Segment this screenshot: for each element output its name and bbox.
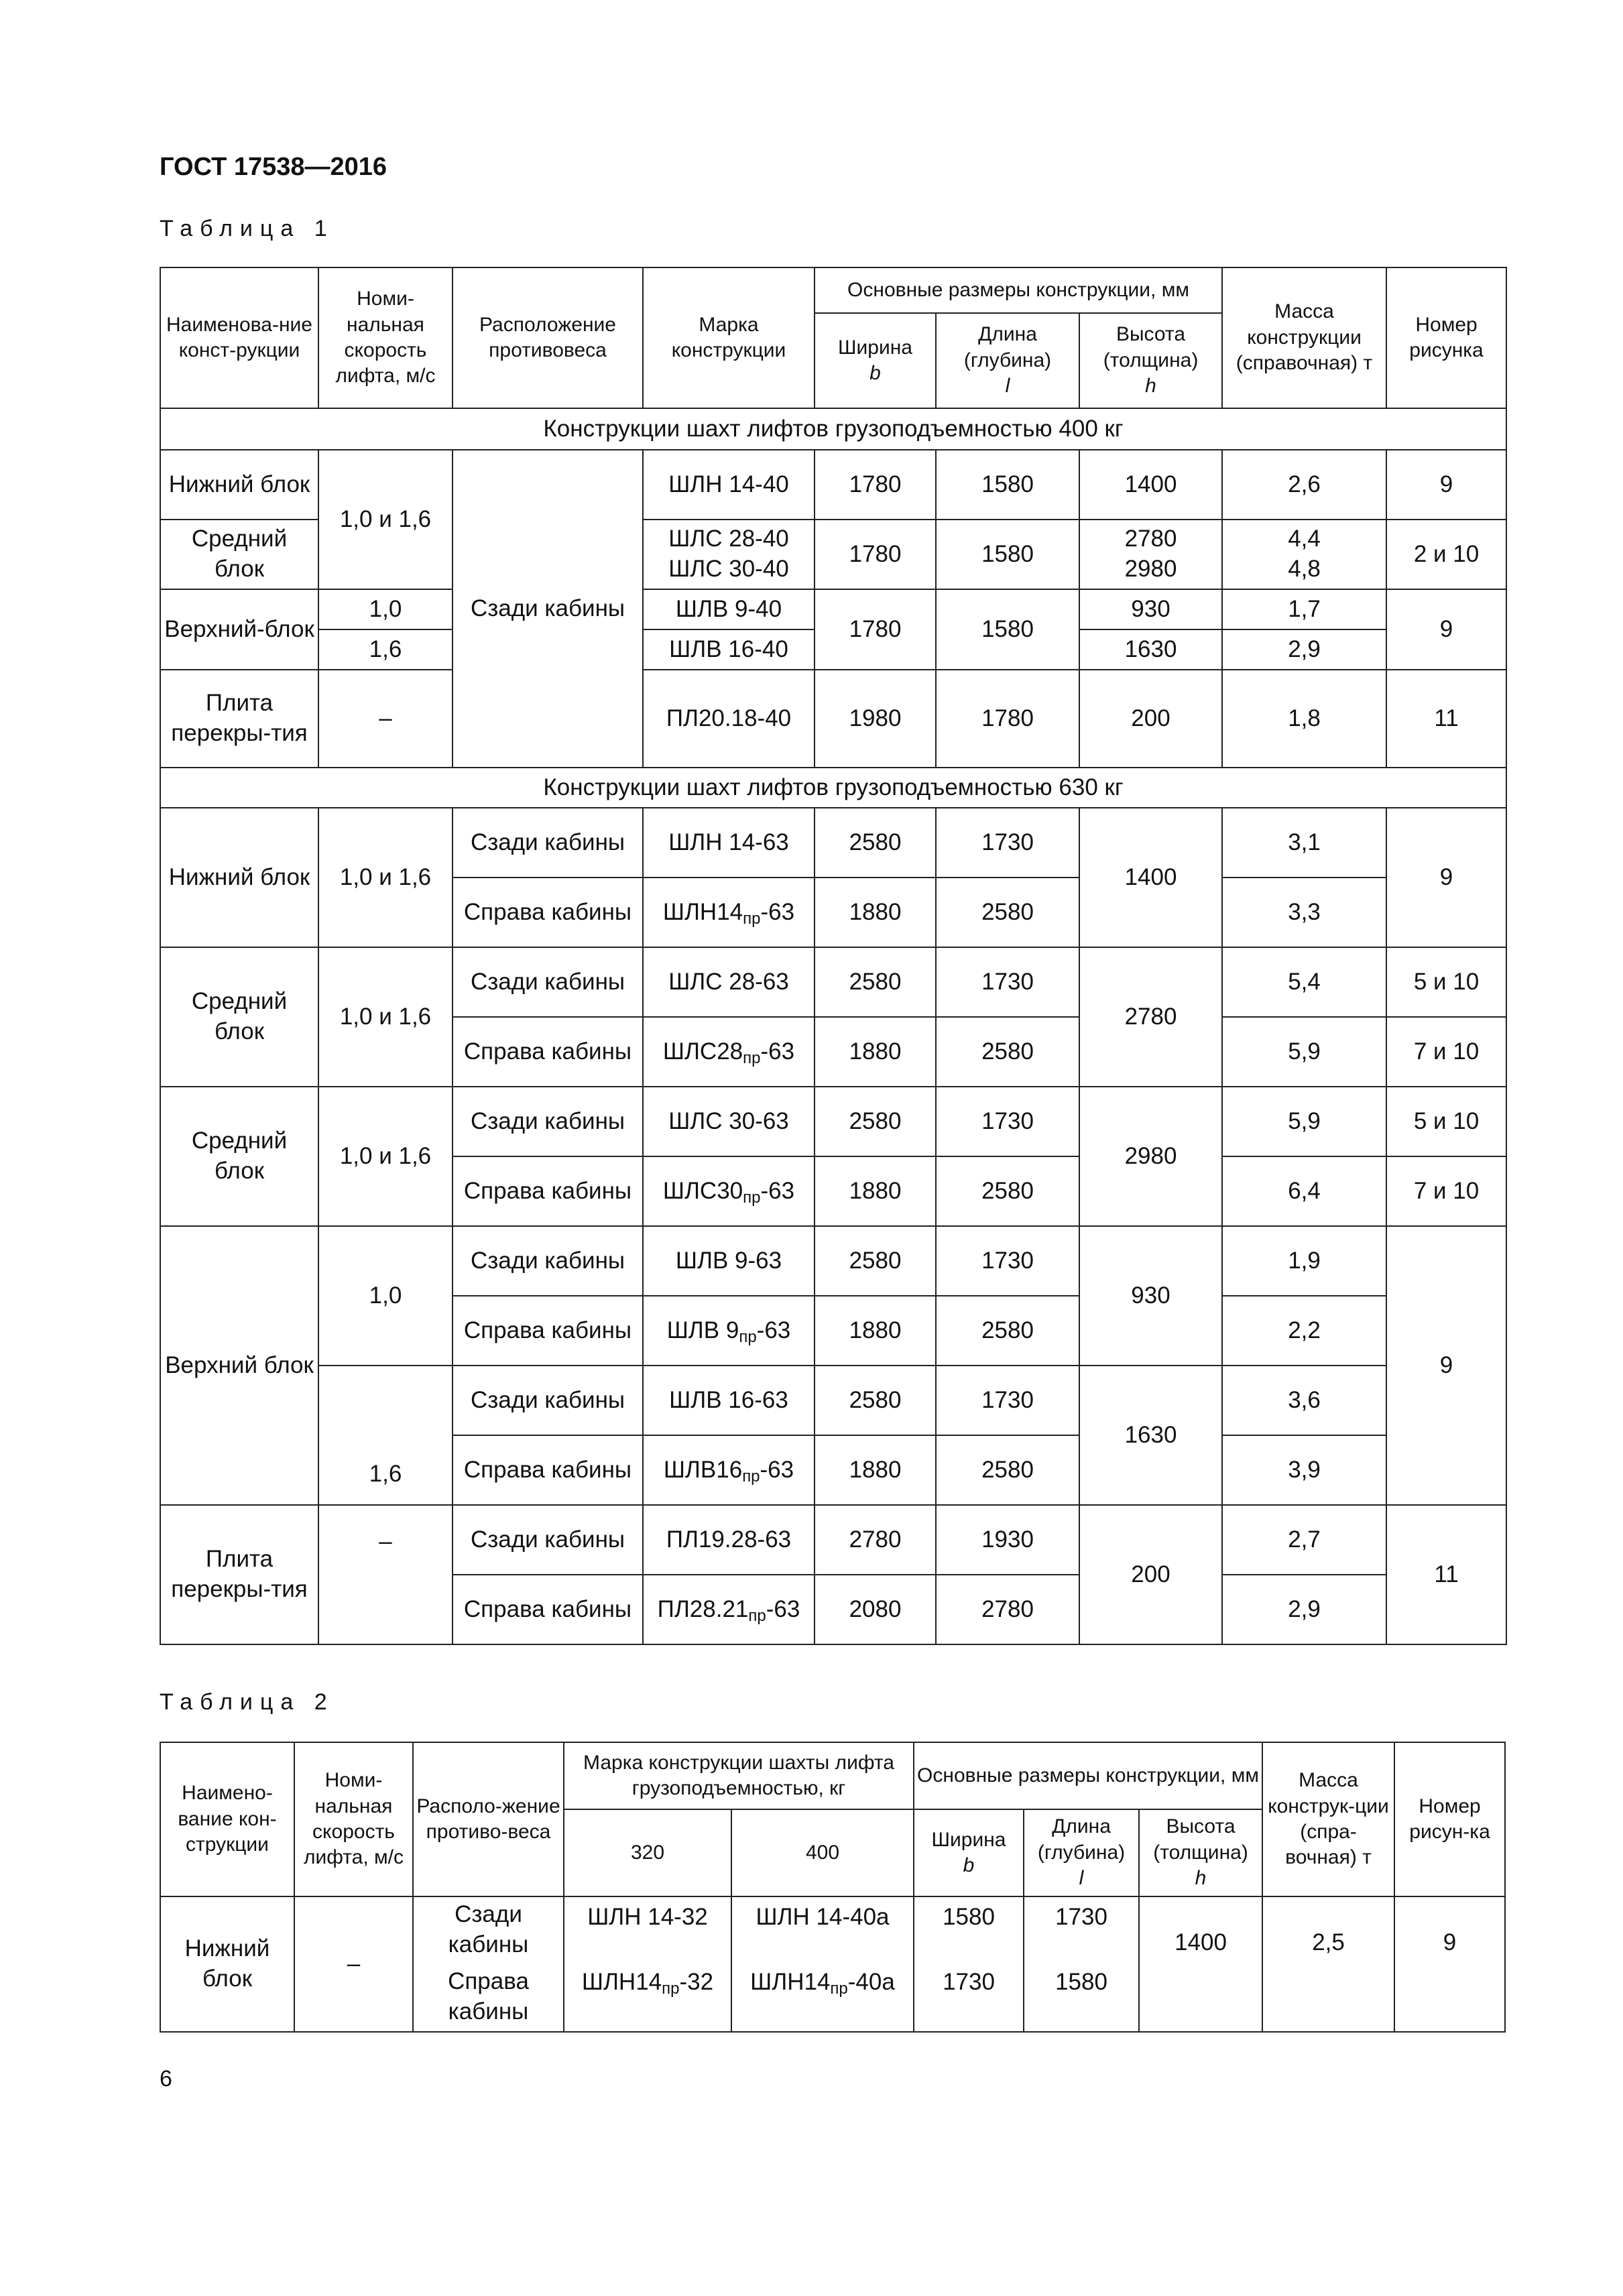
t1-630-g4c-mark: ШЛВ 16-63: [643, 1366, 815, 1435]
t2-row-counterweight-b: Справа кабины: [413, 1962, 564, 2032]
t1-630-g4b-counterweight: Справа кабины: [453, 1296, 643, 1366]
t1-630-g5b-mass: 2,9: [1222, 1575, 1386, 1644]
t1-630-g3a-length: 1730: [936, 1087, 1079, 1156]
t1-400-r2-name: Средний блок: [160, 520, 318, 589]
t1-400-r3-length: 1580: [936, 589, 1079, 670]
t1-400-r3-mark-b: ШЛВ 16-40: [643, 629, 815, 670]
t2-header-width-symbol: b: [963, 1854, 975, 1876]
t1-400-r2-mark-a: ШЛС 28-40: [668, 526, 789, 552]
t1-630-g2a-figure: 5 и 10: [1386, 947, 1506, 1017]
t2-header-mark: Марка конструкции шахты лифта грузоподъемностью, кг: [564, 1742, 914, 1809]
t1-630-g4d-mark-post: -63: [760, 1456, 794, 1483]
t1-400-r1-height: 1400: [1079, 450, 1222, 520]
t1-400-r2-length: 1580: [936, 520, 1079, 589]
t1-630-g5b-length: 2780: [936, 1575, 1079, 1644]
table1: [160, 267, 1507, 1645]
t1-630-g1-name: Нижний блок: [160, 808, 318, 947]
table-row: [160, 947, 1506, 1017]
t1-630-g5b-mark-pre: ПЛ28.21: [657, 1595, 749, 1622]
t1-400-r1-length: 1580: [936, 450, 1079, 520]
t1-630-g3-height: 2980: [1079, 1087, 1222, 1226]
table-row: [160, 1896, 1505, 1962]
t1-header-mass: Масса конструкции (справочная) т: [1222, 267, 1386, 408]
page-number: 6: [160, 2066, 172, 2092]
t1-630-g4b-length: 2580: [936, 1296, 1079, 1366]
t1-630-g4c-length: 1730: [936, 1366, 1079, 1435]
t2-header-width-label: Ширина: [931, 1828, 1006, 1851]
t1-630-g1-speed: 1,0 и 1,6: [318, 808, 453, 947]
t1-400-r2-mark: [643, 520, 815, 589]
t1-400-r2-height-a: 2780: [1124, 526, 1177, 552]
t1-630-g2b-mark: [643, 1017, 815, 1087]
t1-630-g4a-counterweight: Сзади кабины: [453, 1226, 643, 1296]
table2-caption: Таблица 2: [160, 1689, 335, 1715]
t2-row-mass: 2,5: [1262, 1896, 1394, 2032]
t1-header-length: [936, 313, 1079, 408]
t2-header-height: [1139, 1809, 1262, 1896]
t2-header-mass: Масса конструк-ции (спра-вочная) т: [1262, 1742, 1394, 1896]
t1-630-g4b-mark-post: -63: [756, 1317, 791, 1343]
t1-630-g1-figure: 9: [1386, 808, 1506, 947]
t1-630-g2-speed: 1,0 и 1,6: [318, 947, 453, 1087]
t1-630-g2b-counterweight: Справа кабины: [453, 1017, 643, 1087]
t1-400-r3-height-a: 930: [1079, 589, 1222, 629]
t1-630-g4d-mark: [643, 1435, 815, 1505]
t2-row-counterweight-a: Сзади кабины: [413, 1896, 564, 1962]
t1-630-g5a-mark: ПЛ19.28-63: [643, 1505, 815, 1575]
t2-header-dims: Основные размеры конструкции, мм: [914, 1742, 1262, 1809]
t1-630-g3a-mass: 5,9: [1222, 1087, 1386, 1156]
t1-630-g3a-width: 2580: [815, 1087, 936, 1156]
t1-400-r1-mass: 2,6: [1222, 450, 1386, 520]
t1-400-r4-name: Плита перекры-тия: [160, 670, 318, 768]
t1-header-height-label: Высота (толщина): [1103, 323, 1199, 371]
t1-630-g1b-mass: 3,3: [1222, 878, 1386, 947]
table-row: [160, 1226, 1506, 1296]
t2-row-height: 1400: [1139, 1896, 1262, 2032]
t1-header-name: Наименова-ние конст-рукции: [160, 267, 318, 408]
t1-section-400: Конструкции шахт лифтов грузоподъемностью 400 кг: [160, 408, 1506, 450]
t1-630-g4d-mass: 3,9: [1222, 1435, 1386, 1505]
t1-630-g3b-mark-pre: ШЛС30: [662, 1177, 743, 1204]
t1-630-g5a-mass: 2,7: [1222, 1505, 1386, 1575]
table-row: [160, 589, 1506, 629]
t1-630-g4d-length: 2580: [936, 1435, 1079, 1505]
t1-630-g4-height-a: 930: [1079, 1226, 1222, 1366]
t1-630-g2a-mark: ШЛС 28-63: [643, 947, 815, 1017]
t1-400-r2-figure: 2 и 10: [1386, 520, 1506, 589]
t1-630-g1b-counterweight: Справа кабины: [453, 878, 643, 947]
t2-row-speed: –: [294, 1896, 413, 2032]
t1-630-g2b-figure: 7 и 10: [1386, 1017, 1506, 1087]
t1-630-g1-height: 1400: [1079, 808, 1222, 947]
t1-header-speed: Номи-нальная скорость лифта, м/с: [318, 267, 453, 408]
t1-630-g2-height: 2780: [1079, 947, 1222, 1087]
t1-630-g2b-mark-sub: пр: [743, 1048, 761, 1067]
t1-400-r2-width: 1780: [815, 520, 936, 589]
t1-header-width-label: Ширина: [838, 336, 912, 359]
t1-630-g3b-counterweight: Справа кабины: [453, 1156, 643, 1226]
t1-630-g5-height: 200: [1079, 1505, 1222, 1644]
t2-row-length-a: 1730: [1024, 1896, 1139, 1962]
t1-630-g3a-counterweight: Сзади кабины: [453, 1087, 643, 1156]
t1-header-height-symbol: h: [1145, 375, 1156, 398]
t1-400-r3-figure: 9: [1386, 589, 1506, 670]
t2-header-name: Наимено-вание кон-струкции: [160, 1742, 294, 1896]
t2-row-mark320-b-sub: пр: [662, 1980, 680, 1998]
t1-400-r2-mass-b: 4,8: [1288, 556, 1321, 582]
t1-630-g2b-length: 2580: [936, 1017, 1079, 1087]
t2-header-height-label: Высота (толщина): [1153, 1815, 1248, 1864]
t2-header-length-symbol: l: [1079, 1867, 1084, 1890]
t1-630-g3-name: Средний блок: [160, 1087, 318, 1226]
t1-header-length-symbol: l: [1005, 375, 1010, 398]
t1-630-g2a-length: 1730: [936, 947, 1079, 1017]
t1-630-g4a-mass: 1,9: [1222, 1226, 1386, 1296]
t2-header-capacity-320: 320: [564, 1809, 731, 1896]
t2-row-width-a: 1580: [914, 1896, 1024, 1962]
t1-630-g4-height-b: 1630: [1079, 1366, 1222, 1505]
t1-400-r3-width: 1780: [815, 589, 936, 670]
t1-630-g4c-counterweight: Сзади кабины: [453, 1366, 643, 1435]
t1-630-g3b-mark-sub: пр: [743, 1188, 761, 1207]
table-row: [160, 1366, 1506, 1435]
t1-400-r3-mark-a: ШЛВ 9-40: [643, 589, 815, 629]
t1-630-g4-speed-b: 1,6: [318, 1366, 453, 1505]
t1-630-g2b-mass: 5,9: [1222, 1017, 1386, 1087]
t1-630-g3a-mark: ШЛС 30-63: [643, 1087, 815, 1156]
t1-400-r4-speed: –: [318, 670, 453, 768]
t1-400-r1-width: 1780: [815, 450, 936, 520]
t1-630-g5a-length: 1930: [936, 1505, 1079, 1575]
t2-row-mark400-b-pre: ШЛН14: [750, 1969, 831, 1995]
t1-630-g3-speed: 1,0 и 1,6: [318, 1087, 453, 1226]
t1-630-g4b-mark: [643, 1296, 815, 1366]
table-row: [160, 450, 1506, 520]
t1-630-g3b-length: 2580: [936, 1156, 1079, 1226]
t1-400-r3-mass-b: 2,9: [1222, 629, 1386, 670]
t1-630-g4b-mark-pre: ШЛВ 9: [666, 1317, 739, 1343]
t1-630-g5-figure: 11: [1386, 1505, 1506, 1644]
t2-header-width: [914, 1809, 1024, 1896]
t1-400-r4-width: 1980: [815, 670, 936, 768]
t1-630-g1a-counterweight: Сзади кабины: [453, 808, 643, 878]
t1-400-r1-name: Нижний блок: [160, 450, 318, 520]
t2-row-mark400-a: ШЛН 14-40а: [731, 1896, 914, 1962]
t1-630-g1a-mark: ШЛН 14-63: [643, 808, 815, 878]
t1-400-r3-speed-b: 1,6: [318, 629, 453, 670]
t2-row-name: Нижний блок: [160, 1896, 294, 2032]
t1-400-counterweight: Сзади кабины: [453, 450, 643, 768]
t2-row-mark400-b: [731, 1962, 914, 2032]
t1-400-r1-mark: ШЛН 14-40: [643, 450, 815, 520]
t1-630-g2-name: Средний блок: [160, 947, 318, 1087]
t1-630-g3b-mark-post: -63: [760, 1177, 795, 1204]
table-row: [160, 1087, 1506, 1156]
t1-630-g2a-mass: 5,4: [1222, 947, 1386, 1017]
t1-630-g5a-width: 2780: [815, 1505, 936, 1575]
t1-header-width-symbol: b: [869, 362, 881, 384]
t1-630-g5-name: Плита перекры-тия: [160, 1505, 318, 1644]
table-row: [160, 808, 1506, 878]
t1-630-g1b-mark-sub: пр: [743, 909, 761, 928]
t1-630-g2a-width: 2580: [815, 947, 936, 1017]
t1-630-g1b-length: 2580: [936, 878, 1079, 947]
t1-630-g4c-width: 2580: [815, 1366, 936, 1435]
t1-630-g1a-width: 2580: [815, 808, 936, 878]
t2-header-capacity-400: 400: [731, 1809, 914, 1896]
t1-630-g2b-mark-post: -63: [760, 1038, 795, 1065]
t1-630-g4c-mass: 3,6: [1222, 1366, 1386, 1435]
t2-header-length-label: Длина (глубина): [1037, 1815, 1126, 1864]
t1-400-r1-figure: 9: [1386, 450, 1506, 520]
t1-630-g5b-counterweight: Справа кабины: [453, 1575, 643, 1644]
t1-630-g3b-mass: 6,4: [1222, 1156, 1386, 1226]
t2-header-speed: Номи-нальная скорость лифта, м/с: [294, 1742, 413, 1896]
t1-400-r2-height-b: 2980: [1124, 556, 1177, 582]
t1-400-r2-mass-a: 4,4: [1288, 526, 1321, 552]
t2-row-mark320-b-post: -32: [679, 1969, 714, 1995]
t2-header-height-symbol: h: [1195, 1867, 1207, 1890]
t2-row-mark400-b-sub: пр: [830, 1980, 848, 1998]
t1-630-g4-name: Верхний блок: [160, 1226, 318, 1505]
t1-630-g4a-width: 2580: [815, 1226, 936, 1296]
t1-400-r4-figure: 11: [1386, 670, 1506, 768]
t2-row-mark320-b: [564, 1962, 731, 2032]
t1-630-g5b-width: 2080: [815, 1575, 936, 1644]
t1-400-r3-height-b: 1630: [1079, 629, 1222, 670]
t1-header-dims: Основные размеры конструкции, мм: [815, 267, 1222, 313]
t1-400-r1-speed: 1,0 и 1,6: [318, 450, 453, 589]
t1-630-g1b-mark-pre: ШЛН14: [662, 898, 743, 925]
t1-630-g5-speed: –: [318, 1505, 453, 1644]
t1-630-g5a-counterweight: Сзади кабины: [453, 1505, 643, 1575]
t1-630-g4b-mass: 2,2: [1222, 1296, 1386, 1366]
table-row: [160, 1505, 1506, 1575]
t1-630-g3a-figure: 5 и 10: [1386, 1087, 1506, 1156]
t1-400-r4-mark: ПЛ20.18-40: [643, 670, 815, 768]
t1-630-g4a-length: 1730: [936, 1226, 1079, 1296]
t1-630-g4b-mark-sub: пр: [739, 1327, 757, 1346]
t1-header-counterweight: Расположение противовеса: [453, 267, 643, 408]
table1-caption: Таблица 1: [160, 216, 335, 241]
t1-630-g4-figure: 9: [1386, 1226, 1506, 1505]
t1-630-g4-speed-a: 1,0: [318, 1226, 453, 1366]
t1-header-mark: Марка конструкции: [643, 267, 815, 408]
t2-header-length: [1024, 1809, 1139, 1896]
t1-400-r2-height: [1079, 520, 1222, 589]
t1-630-g4d-mark-sub: пр: [742, 1467, 760, 1486]
t1-630-g1b-width: 1880: [815, 878, 936, 947]
t1-630-g5b-mark-post: -63: [766, 1595, 800, 1622]
t1-header-height: [1079, 313, 1222, 408]
t2-row-mark320-a: ШЛН 14-32: [564, 1896, 731, 1962]
t1-630-g4d-width: 1880: [815, 1435, 936, 1505]
t1-630-g5b-mark-sub: пр: [748, 1606, 766, 1625]
t1-630-g5b-mark: [643, 1575, 815, 1644]
t2-row-figure: 9: [1394, 1896, 1505, 2032]
t1-630-g3b-figure: 7 и 10: [1386, 1156, 1506, 1226]
t1-630-g1b-mark-post: -63: [760, 898, 795, 925]
t1-630-g1b-mark: [643, 878, 815, 947]
t2-row-mark320-b-pre: ШЛН14: [581, 1969, 662, 1995]
t1-400-r4-height: 200: [1079, 670, 1222, 768]
t1-630-g2b-mark-pre: ШЛС28: [662, 1038, 743, 1065]
t2-header-counterweight: Располо-жение противо-веса: [413, 1742, 564, 1896]
t1-630-g2a-counterweight: Сзади кабины: [453, 947, 643, 1017]
t1-header-length-label: Длина (глубина): [963, 323, 1052, 371]
t1-630-g2b-width: 1880: [815, 1017, 936, 1087]
t1-section-630: Конструкции шахт лифтов грузоподъемностью 630 кг: [160, 768, 1506, 808]
t1-header-width: [815, 313, 936, 408]
t1-400-r2-mass: [1222, 520, 1386, 589]
t1-400-r4-length: 1780: [936, 670, 1079, 768]
t1-630-g4d-counterweight: Справа кабины: [453, 1435, 643, 1505]
t1-400-r3-speed-a: 1,0: [318, 589, 453, 629]
table-row: [160, 670, 1506, 768]
t1-630-g1a-mass: 3,1: [1222, 808, 1386, 878]
t1-400-r4-mass: 1,8: [1222, 670, 1386, 768]
t1-630-g4d-mark-pre: ШЛВ16: [663, 1456, 743, 1483]
t1-630-g3b-mark: [643, 1156, 815, 1226]
t2-row-mark400-b-post: -40а: [847, 1969, 895, 1995]
t1-630-g3b-width: 1880: [815, 1156, 936, 1226]
t1-400-r3-mass-a: 1,7: [1222, 589, 1386, 629]
document-title: ГОСТ 17538—2016: [160, 153, 387, 181]
table2: [160, 1742, 1506, 2033]
t1-400-r2-mark-b: ШЛС 30-40: [668, 556, 789, 582]
t1-630-g1a-length: 1730: [936, 808, 1079, 878]
t1-header-figure: Номер рисунка: [1386, 267, 1506, 408]
t2-row-width-b: 1730: [914, 1962, 1024, 2032]
t1-630-g4a-mark: ШЛВ 9-63: [643, 1226, 815, 1296]
t1-400-r3-name: Верхний-блок: [160, 589, 318, 670]
t2-header-figure: Номер рисун-ка: [1394, 1742, 1505, 1896]
t1-630-g4b-width: 1880: [815, 1296, 936, 1366]
t2-row-length-b: 1580: [1024, 1962, 1139, 2032]
